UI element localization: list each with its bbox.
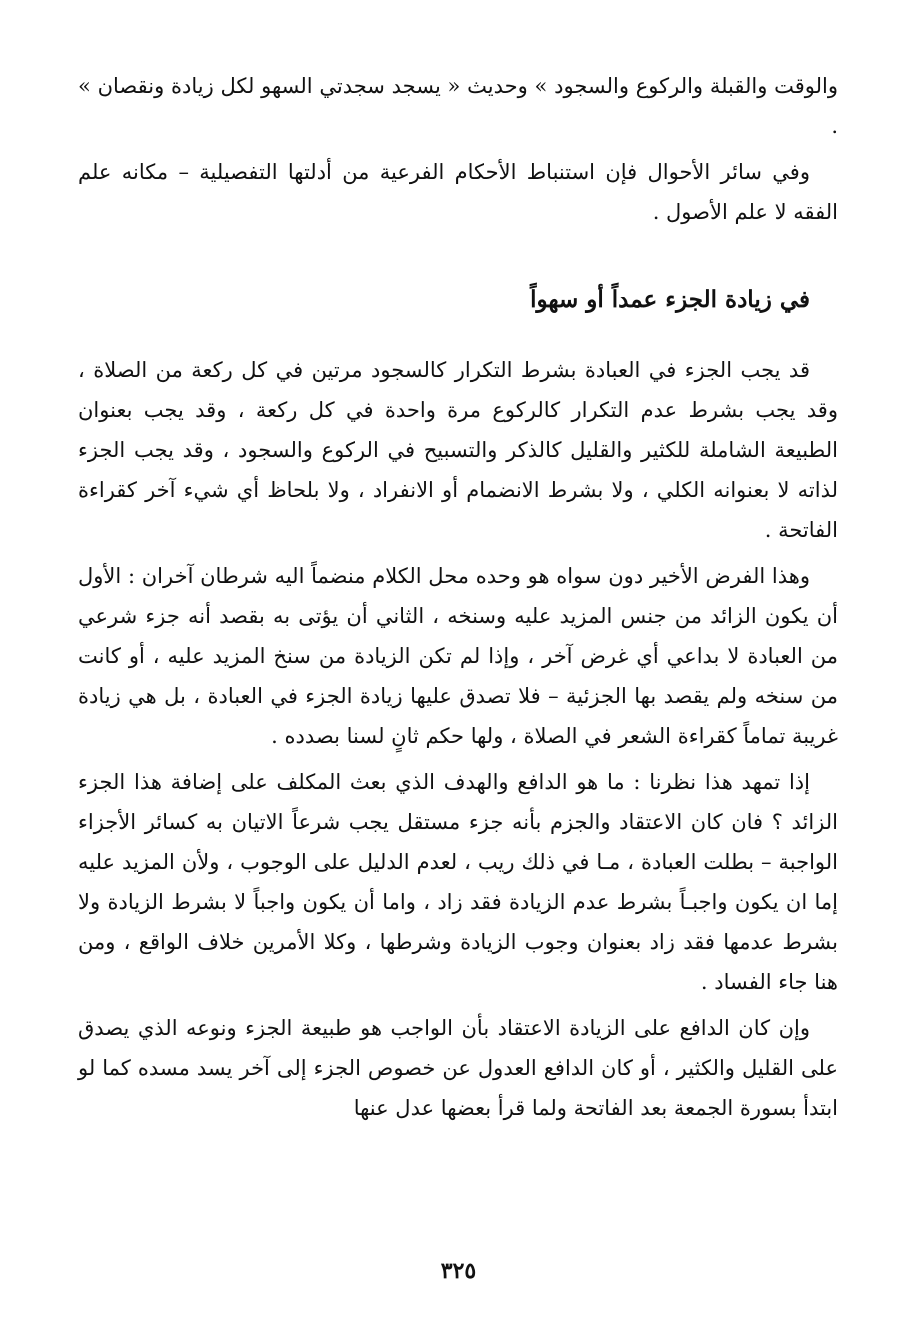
section-heading: في زيادة الجزء عمداً أو سهواً — [530, 286, 810, 313]
paragraph-3: إذا تمهد هذا نظرنا : ما هو الدافع والهدف الذي بعث المكلف على إضافة هذا الجزء الزائد ؟ فان كان الاعتقاد والجزم بأنه جزء مستقل يجب شرعاً الاتيان به كسائر الأجزاء الواجبة – بطلت العبادة ، مـا في ذلك ريب ، لعدم الدليل على الوجوب ، ولأن المزيد عليه إما ان يكون واجبـاً بشرط عدم الزيادة فقد زاد ، واما أن يكون واجباً لا بشرط الزيادة ولا بشرط عدمها فقد زاد بعنوان وجوب الزيادة وشرطها ، وكلا الأمرين خلاف الواقع ، ومن هنا جاء الفساد . — [78, 770, 838, 994]
document-page — [78, 66, 838, 1134]
paragraph-2: وهذا الفرض الأخير دون سواه هو وحده محل الكلام منضماً اليه شرطان آخران : الأول أن يكون الزائد من جنس المزيد عليه وسنخه ، الثاني أن يؤتى به بقصد أنه جزء شرعي من العبادة لا بداعي أي غرض آخر ، وإذا لم تكن الزيادة من سنخ المزيد عليه ، أو كانت من سنخه ولم يقصد بها الجزئية – فلا تصدق عليها زيادة الجزء في العبادة ، بل هي زيادة غريبة تماماً كقراءة الشعر في الصلاة ، ولها حكم ثانٍ لسنا بصدده . — [78, 564, 838, 748]
paragraph-1: قد يجب الجزء في العبادة بشرط التكرار كالسجود مرتين في كل ركعة من الصلاة ، وقد يجب بشرط عدم التكرار كالركوع مرة واحدة في كل ركعة ، وقد يجب بعنوان الطبيعة الشاملة للكثير والقليل كالذكر والتسبيح في الركوع والسجود ، وقد يجب الجزء لذاته لا بعنوانه الكلي ، ولا بشرط الانضمام أو الانفراد ، ولا بلحاظ أي شيء آخر كقراءة الفاتحة . — [78, 358, 838, 542]
paragraph-continued: والوقت والقبلة والركوع والسجود » وحديث « يسجد سجدتي السهو لكل زيادة ونقصان » . — [78, 74, 838, 138]
paragraph-4: وإن كان الدافع على الزيادة الاعتقاد بأن الواجب هو طبيعة الجزء ونوعه الذي يصدق على القليل والكثير ، أو كان الدافع العدول عن خصوص الجزء إلى آخر يسد مسده كما لو ابتدأ بسورة الجمعة بعد الفاتحة ولما قرأ بعضها عدل عنها — [78, 1016, 838, 1120]
paragraph-conclusion: وفي سائر الأحوال فإن استنباط الأحكام الفرعية من أدلتها التفصيلية – مكانه علم الفقه لا علم الأصول . — [78, 160, 838, 224]
page-number: ٣٢٥ — [440, 1258, 477, 1284]
